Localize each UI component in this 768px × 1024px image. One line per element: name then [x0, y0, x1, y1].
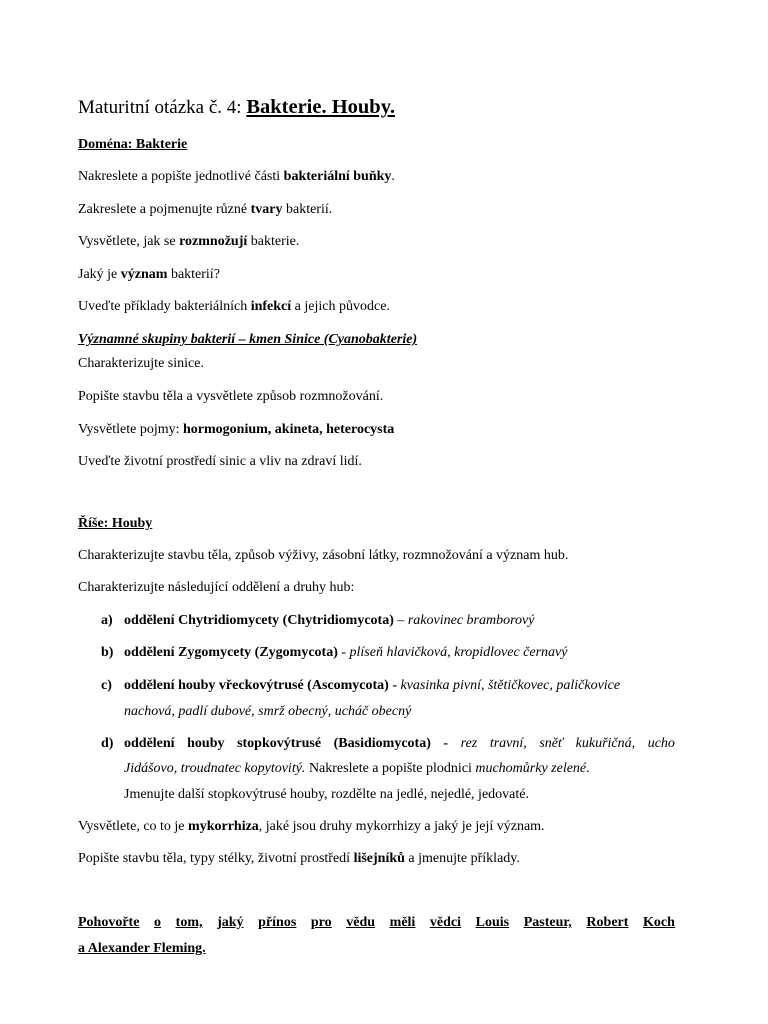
list-marker: b): [101, 645, 114, 660]
fungi-line: Charakterizujte stavbu těla, způsob výživy, zásobní látky, rozmnožování a význam hub.: [78, 548, 569, 563]
page-title: [78, 95, 395, 120]
division-item-d-continued: Jmenujte další stopkovýtrusé houby, rozdělte na jedlé, nejedlé, jedovaté.: [124, 787, 529, 802]
title-main: Bakterie. Houby.: [246, 96, 395, 118]
division-item-d: oddělení houby stopkovýtrusé (Basidiomycota) - rez travní, sněť kukuřičná, ucho: [124, 736, 675, 751]
cyano-heading: Významné skupiny bakterií – kmen Sinice (Cyanobakterie): [78, 332, 418, 347]
cyano-line: Uveďte životní prostředí sinic a vliv na zdraví lidí.: [78, 454, 362, 469]
list-marker: d): [101, 736, 114, 751]
mycorrhiza-line: Vysvětlete, co to je mykorrhiza, jaké jsou druhy mykorrhizy a jaký je její význam.: [78, 819, 545, 834]
bacteria-line: Uveďte příklady bakteriálních infekcí a jejich původce.: [78, 299, 390, 314]
division-item-a: oddělení Chytridiomycety (Chytridiomycota) – rakovinec bramborový: [124, 613, 535, 628]
final-question-continued: a Alexander Fleming.: [78, 941, 206, 956]
division-item-b: oddělení Zygomycety (Zygomycota) - plíseň hlavičková, kropidlovec černavý: [124, 645, 568, 660]
cyano-line: Charakterizujte sinice.: [78, 356, 204, 371]
division-item-c: oddělení houby vřeckovýtrusé (Ascomycota) - kvasinka pivní, štětičkovec, paličkovice: [124, 678, 621, 693]
bacteria-line: Jaký je význam bakterií?: [78, 267, 220, 282]
bacteria-line: Zakreslete a pojmenujte různé tvary bakterií.: [78, 202, 333, 217]
bacteria-line: Vysvětlete, jak se rozmnožují bakterie.: [78, 234, 300, 249]
title-prefix: Maturitní otázka č. 4:: [78, 97, 247, 118]
bacteria-line: Nakreslete a popište jednotlivé části bakteriální buňky.: [78, 169, 395, 184]
list-marker: a): [101, 613, 113, 628]
domain-heading: Doména: Bakterie: [78, 137, 188, 152]
fungi-line: Charakterizujte následující oddělení a druhy hub:: [78, 580, 355, 595]
fungi-heading: Říše: Houby: [78, 516, 153, 531]
final-question: Pohovořte o tom, jaký přínos pro vědu měli vědci Louis Pasteur, Robert Koch: [78, 915, 675, 930]
cyano-line: Popište stavbu těla a vysvětlete způsob rozmnožování.: [78, 389, 384, 404]
cyano-line: Vysvětlete pojmy: hormogonium, akineta, heterocysta: [78, 422, 395, 437]
list-marker: c): [101, 678, 112, 693]
division-item-d-continued: Jidášovo, troudnatec kopytovitý. Nakreslete a popište plodnici muchomůrky zelené.: [124, 761, 590, 776]
lichen-line: Popište stavbu těla, typy stélky, životní prostředí lišejníků a jmenujte příklady.: [78, 851, 520, 866]
division-item-c-continued: nachová, padlí dubové, smrž obecný, ucháč obecný: [124, 704, 412, 719]
